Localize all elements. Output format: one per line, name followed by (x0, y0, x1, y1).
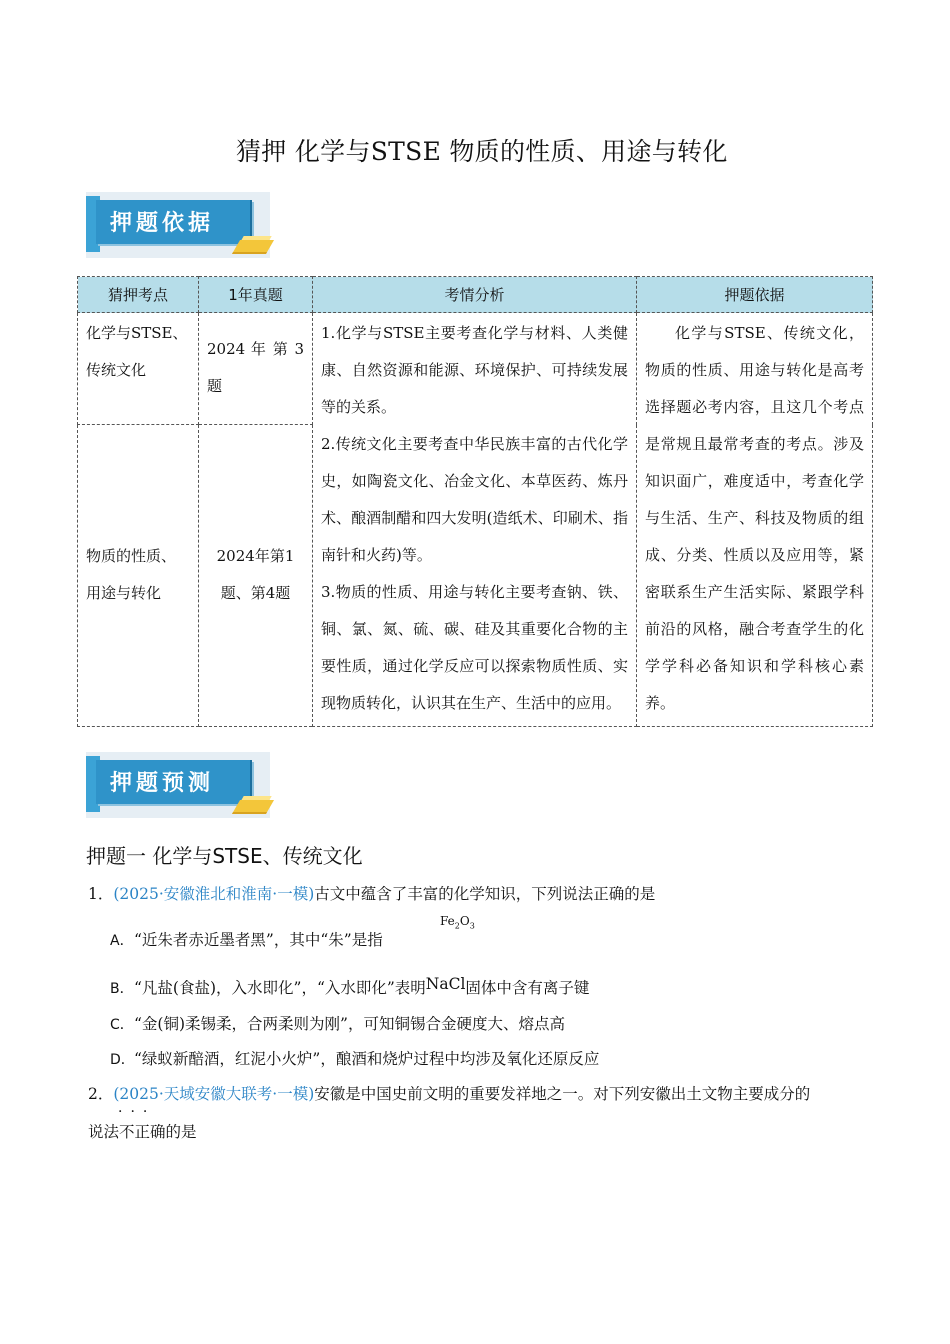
section-banner-basis (86, 192, 272, 260)
question-1-stem (88, 882, 655, 904)
banner-label: 押题预测 (110, 771, 215, 796)
analysis-paragraph: 2.传统文化主要考查中华民族丰富的古代化学史，如陶瓷文化、冶金文化、本草医药、炼丹术、酿酒制醋和四大发明(造纸术、印刷术、指南针和火药)等。 (321, 435, 628, 564)
option-text: “凡盐(食盐)，入水即化”，“入水即化”表明 (134, 979, 426, 997)
option-letter: A． (110, 933, 134, 949)
cell-point-1: 化学与STSE、传统文化 (78, 313, 199, 425)
cell-basis: 化学与STSE、传统文化，物质的性质、用途与转化是高考选择题必考内容，且这几个考点是常规且最常考查的考点。涉及知识面广，难度适中，考查化学与生活、生产、科技及物质的组成、分类、性质以及应用等，紧密联系生产生活实际、紧跟学科前沿的风格，融合考查学生的化学学科必备知识和学科核心素养。 (637, 313, 873, 727)
col-header-point: 猜押考点 (78, 277, 199, 313)
col-header-year: 1年真题 (199, 277, 313, 313)
question-text: 古文中蕴含了丰富的化学知识，下列说法正确的是 (314, 885, 656, 903)
question-2-stem (88, 1082, 810, 1104)
table-row (78, 313, 873, 425)
section-title: 押题一 化学与STSE、传统文化 (86, 844, 363, 868)
option-letter: B． (110, 981, 134, 997)
option-b (110, 976, 589, 998)
cell-year-2: 2024年第1题、第4题 (199, 425, 313, 727)
col-header-analysis: 考情分析 (313, 277, 637, 313)
banner-label: 押题依据 (110, 211, 215, 236)
option-letter: C． (110, 1017, 134, 1033)
analysis-paragraph: 1.化学与STSE主要考查化学与材料、人类健康、自然资源和能源、环境保护、可持续发展等的关系。 (321, 324, 628, 416)
cell-analysis (313, 313, 637, 727)
question-number: 2． (88, 1085, 114, 1103)
option-c (110, 1012, 565, 1034)
option-text: “近朱者赤近墨者黑”，其中“朱”是指 (134, 931, 383, 949)
question-2-stem-line2: 说法不正确的是 (88, 1123, 197, 1141)
option-text-tail: 固体中含有离子键 (465, 979, 590, 997)
cell-year-1: 2024 年 第 3 题 (199, 313, 313, 425)
question-text: 安徽是中国史前文明的重要发祥地之一。对下列安徽出土文物主要成分的 (314, 1085, 811, 1103)
option-d (110, 1047, 599, 1069)
formula-fe2o3: $Fe_2O_3$ (440, 914, 475, 931)
section-banner-predict (86, 752, 272, 820)
option-text: “绿蚁新醅酒，红泥小火炉”，酿酒和烧炉过程中均涉及氧化还原反应 (134, 1050, 600, 1068)
option-text: “金(铜)柔锡柔，合两柔则为刚”，可知铜锡合金硬度大、熔点高 (134, 1015, 565, 1033)
question-source: (2025·天域安徽大联考·一模) (113, 1085, 315, 1103)
analysis-paragraph: 3.物质的性质、用途与转化主要考查钠、铁、铜、氯、氮、硫、碳、硅及其重要化合物的主要性质，通过化学反应可以探索物质性质、实现物质转化，认识其在生产、生活中的应用。 (321, 583, 628, 712)
page-title: 猜押 化学与STSE 物质的性质、用途与转化 (236, 137, 728, 166)
formula-nacl: NaCl (425, 975, 466, 993)
emphasis-dots: ··· (118, 1104, 156, 1120)
analysis-table (77, 276, 873, 727)
question-source: (2025·安徽淮北和淮南·一模) (113, 885, 315, 903)
col-header-basis: 押题依据 (637, 277, 873, 313)
option-a (110, 928, 383, 950)
option-letter: D． (110, 1052, 135, 1068)
cell-point-2: 物质的性质、用途与转化 (78, 425, 199, 727)
table-header-row (78, 277, 873, 313)
question-number: 1． (88, 885, 114, 903)
